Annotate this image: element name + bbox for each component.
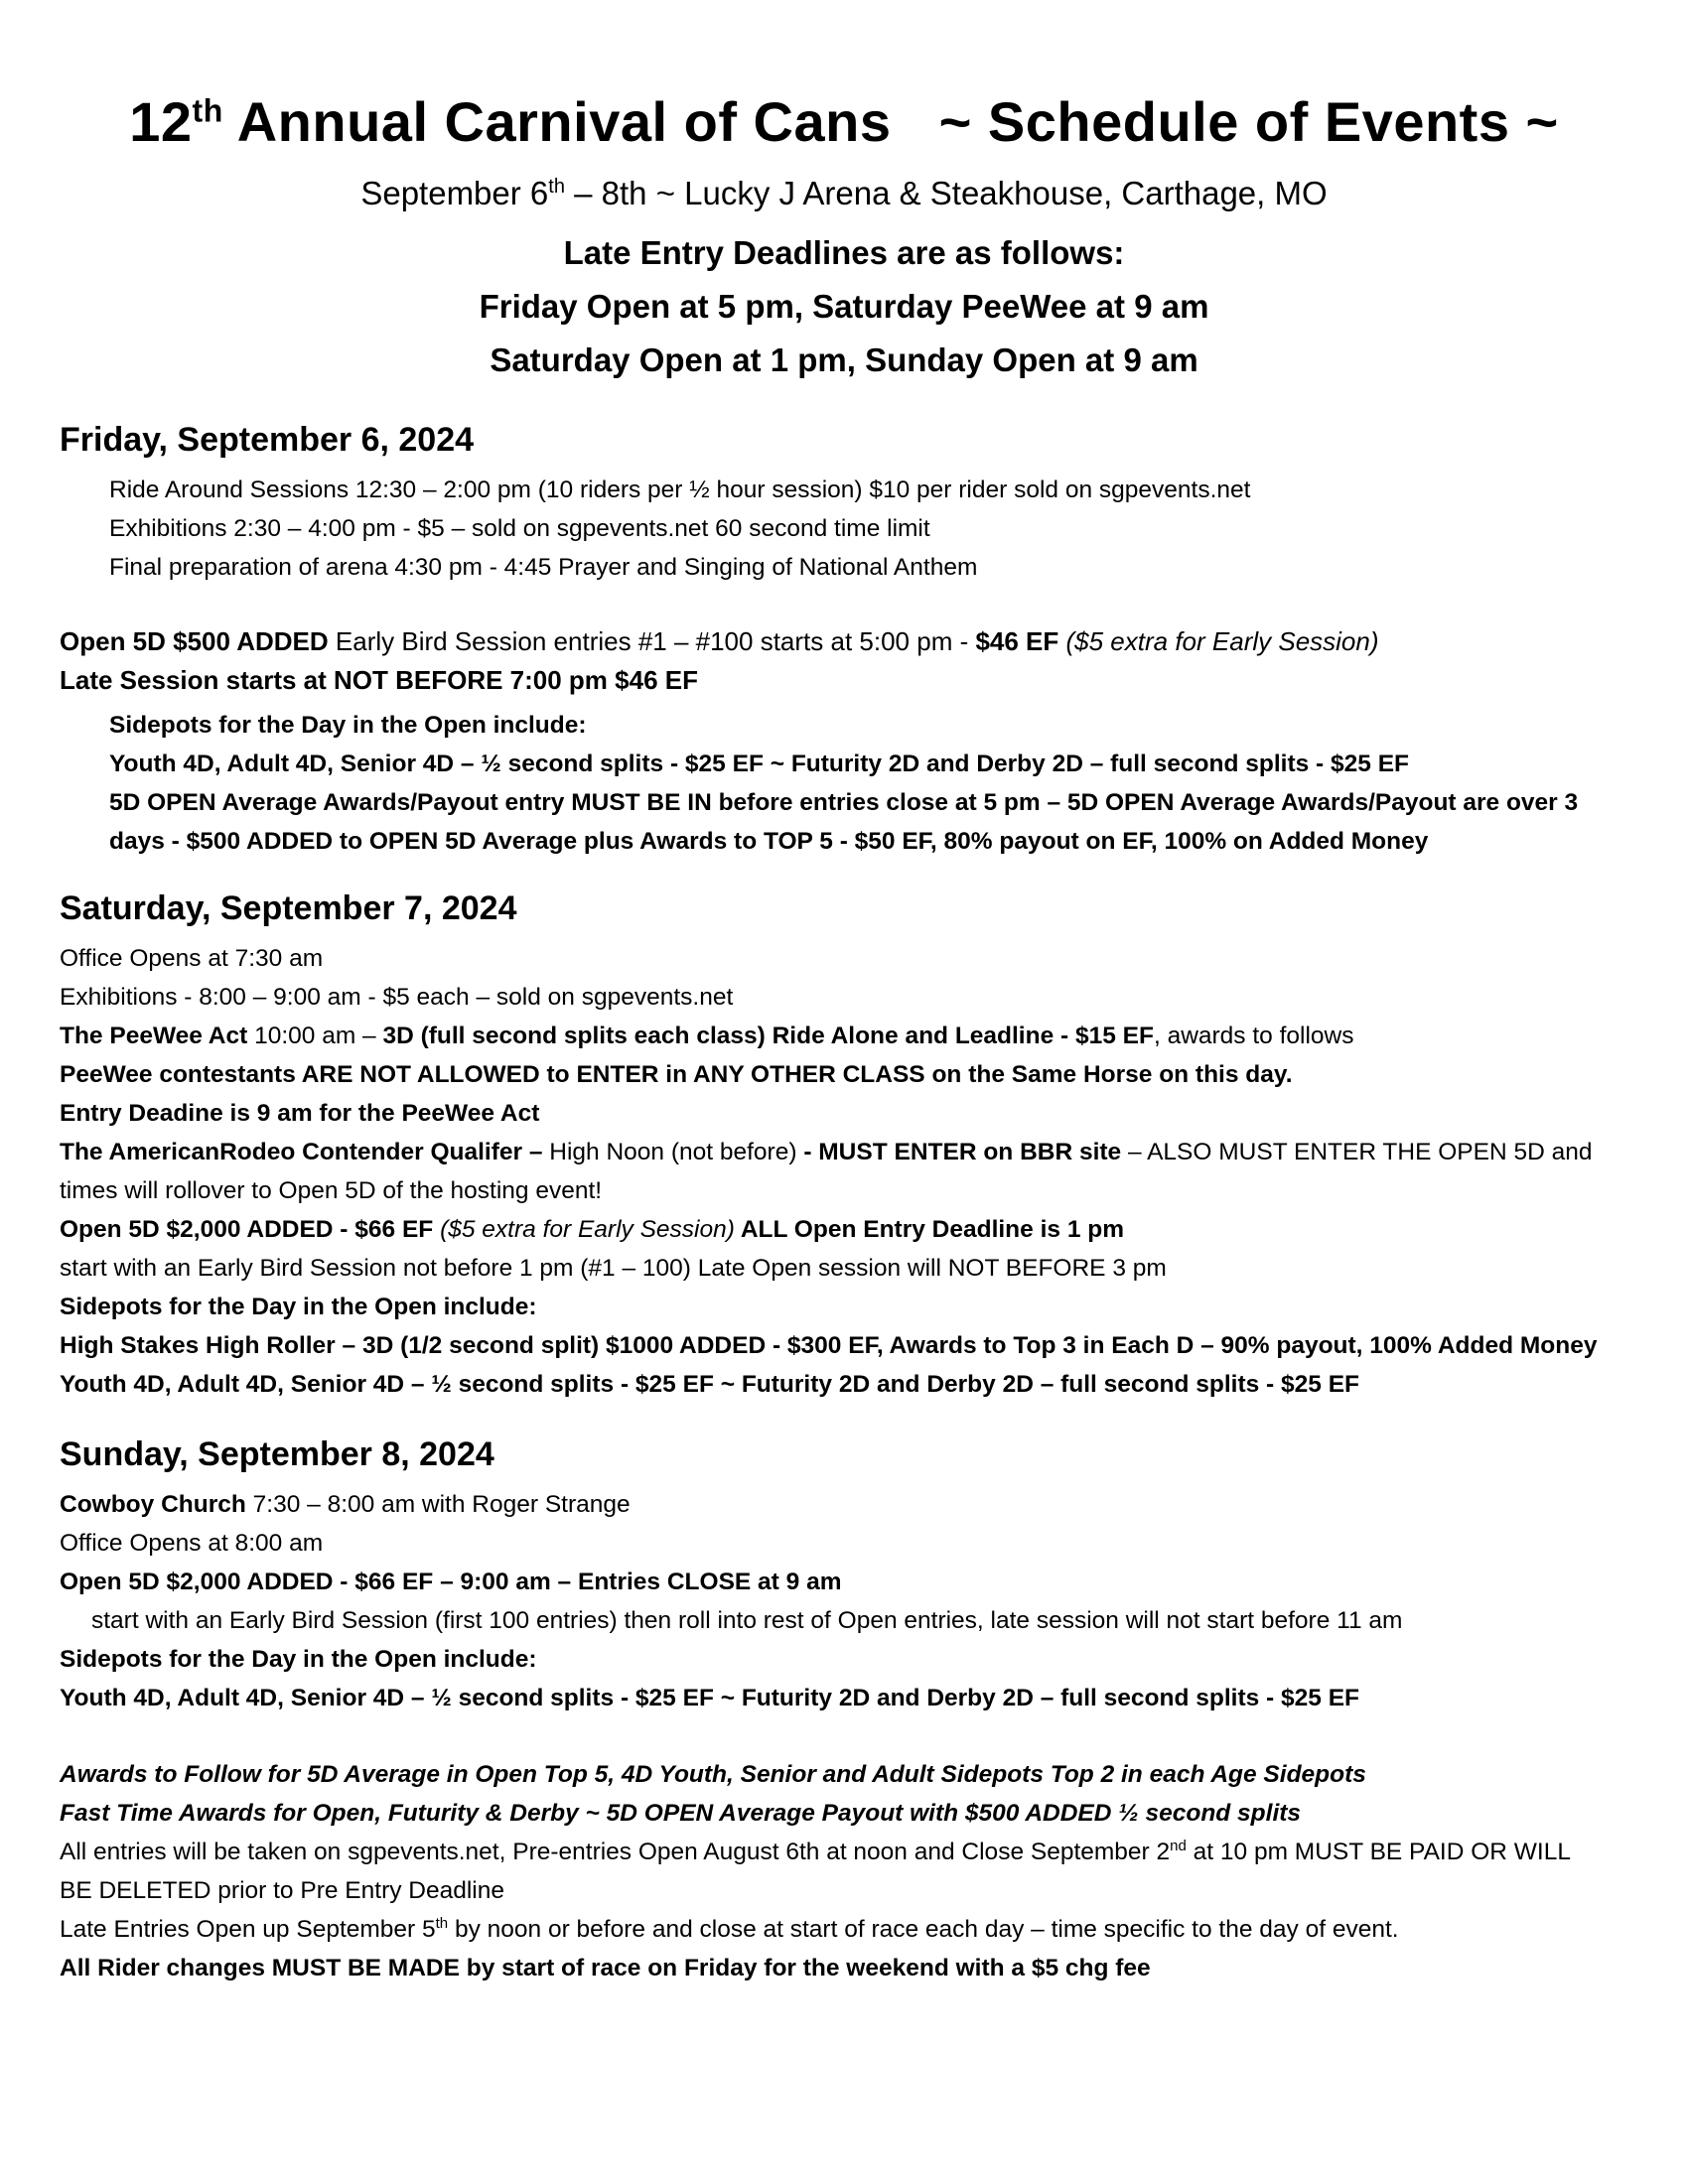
sunday-sidepots-title xyxy=(60,1640,1648,1679)
title-text: Annual Carnival of Cans ~ Schedule of Events ~ xyxy=(222,90,1559,153)
friday-ride-around: Ride Around Sessions 12:30 – 2:00 pm (10 riders per ½ hour session) $10 per rider sold on sgpevents.net xyxy=(109,477,1251,503)
sunday-open-text: Open 5D $2,000 ADDED - $66 EF – 9:00 am – Entries CLOSE at 9 am xyxy=(60,1569,842,1595)
footer-fast-time-text: Fast Time Awards for Open, Futurity & Derby ~ 5D OPEN Average Payout with $500 ADDED ½ second splits xyxy=(60,1800,1302,1827)
saturday-rodeo-qualifier xyxy=(60,1133,1648,1171)
friday-sidepots-label: Sidepots for the Day in the Open include: xyxy=(109,712,587,739)
sunday-sidepots-youth xyxy=(60,1679,1648,1717)
saturday-sidepots-youth-text: Youth 4D, Adult 4D, Senior 4D – ½ second splits - $25 EF ~ Futurity 2D and Derby 2D – full second splits - $25 EF xyxy=(60,1371,1360,1398)
saturday-rodeo-rollover: times will rollover to Open 5D of the hosting event! xyxy=(60,1177,603,1204)
saturday-open-title: Open 5D $2,000 ADDED - $66 EF xyxy=(60,1216,434,1243)
title-ordinal: th xyxy=(192,92,223,129)
friday-average-1 xyxy=(109,783,1648,822)
sunday-open-sessions: start with an Early Bird Session (first 100 entries) then roll into rest of Open entries, late session will not start before 11 am xyxy=(91,1607,1403,1634)
footer-fast-time xyxy=(60,1794,1648,1833)
cowboy-church-time: 7:30 – 8:00 am with Roger Strange xyxy=(245,1491,631,1518)
friday-average-2-text: days - $500 ADDED to OPEN 5D Average plus Awards to TOP 5 - $50 EF, 80% payout on EF, 100% on Added Money xyxy=(109,828,1429,855)
saturday-peewee-deadline xyxy=(60,1094,1648,1133)
footer-entries xyxy=(60,1833,1648,1871)
sunday-open-5d xyxy=(60,1563,1648,1601)
page-title xyxy=(0,89,1688,154)
saturday-heading: Saturday, September 7, 2024 xyxy=(60,889,517,927)
footer-entries-a: All entries will be taken on sgpevents.net, Pre-entries Open August 6th at noon and Close September 2 xyxy=(60,1839,1171,1865)
peewee-time: 10:00 am – xyxy=(247,1023,383,1049)
footer-awards xyxy=(60,1755,1648,1794)
friday-open-title: Open 5D $500 ADDED xyxy=(60,626,329,656)
friday-open-fee: $46 EF xyxy=(975,626,1059,656)
footer-late-b: by noon or before and close at start of race each day – time specific to the day of event. xyxy=(448,1916,1399,1943)
deadline-line-1: Friday Open at 5 pm, Saturday PeeWee at 9 am xyxy=(479,288,1209,325)
saturday-high-roller xyxy=(60,1326,1648,1365)
friday-average-2 xyxy=(109,822,1648,861)
friday-open-note: ($5 extra for Early Session) xyxy=(1058,626,1379,656)
sunday-office: Office Opens at 8:00 am xyxy=(60,1530,324,1557)
friday-heading: Friday, September 6, 2024 xyxy=(60,421,475,459)
event-subtitle xyxy=(0,175,1688,212)
friday-average-1-text: 5D OPEN Average Awards/Payout entry MUST BE IN before entries close at 5 pm – 5D OPEN Average Awards/Payout are over 3 xyxy=(109,789,1579,816)
saturday-sidepots-title xyxy=(60,1288,1648,1326)
peewee-awards: , awards to follows xyxy=(1153,1023,1354,1049)
footer-late-a: Late Entries Open up September 5 xyxy=(60,1916,436,1943)
friday-open-session: Early Bird Session entries #1 – #100 starts at 5:00 pm - xyxy=(328,626,976,656)
sunday-sidepots-label: Sidepots for the Day in the Open include: xyxy=(60,1646,537,1673)
saturday-open-sessions: start with an Early Bird Session not before 1 pm (#1 – 100) Late Open session will NOT BEFORE 3 pm xyxy=(60,1255,1167,1282)
footer-entries-b: at 10 pm MUST BE PAID OR WILL xyxy=(1186,1839,1571,1865)
saturday-exhibitions: Exhibitions - 8:00 – 9:00 am - $5 each – sold on sgpevents.net xyxy=(60,984,734,1011)
footer-awards-text: Awards to Follow for 5D Average in Open Top 5, 4D Youth, Senior and Adult Sidepots Top 2 in each Age Sidepots xyxy=(60,1761,1366,1788)
deadline-line-2: Saturday Open at 1 pm, Sunday Open at 9 am xyxy=(490,341,1198,378)
peewee-title: The PeeWee Act xyxy=(60,1023,248,1049)
peewee-rule-text: PeeWee contestants ARE NOT ALLOWED to ENTER in ANY OTHER CLASS on the Same Horse on this day. xyxy=(60,1061,1293,1088)
friday-late-text: Late Session starts at NOT BEFORE 7:00 pm $46 EF xyxy=(60,665,698,695)
rodeo-title: The AmericanRodeo Contender Qualifer – xyxy=(60,1139,543,1165)
footer-rider-changes-text: All Rider changes MUST BE MADE by start of race on Friday for the weekend with a $5 chg fee xyxy=(60,1955,1151,1981)
saturday-sidepots-label: Sidepots for the Day in the Open include: xyxy=(60,1294,537,1320)
friday-exhibitions: Exhibitions 2:30 – 4:00 pm - $5 – sold on sgpevents.net 60 second time limit xyxy=(109,515,930,542)
peewee-details: 3D (full second splits each class) Ride Alone and Leadline - $15 EF xyxy=(382,1023,1154,1049)
friday-arena-prep: Final preparation of arena 4:30 pm - 4:45 Prayer and Singing of National Anthem xyxy=(109,554,978,581)
footer-deleted: BE DELETED prior to Pre Entry Deadline xyxy=(60,1877,504,1904)
saturday-open-5d xyxy=(60,1210,1648,1249)
sunday-heading: Sunday, September 8, 2024 xyxy=(60,1435,494,1473)
friday-late-session xyxy=(60,661,1648,700)
rodeo-entry: - MUST ENTER on BBR site xyxy=(803,1139,1122,1165)
subtitle-date: September 6 xyxy=(360,175,549,211)
saturday-sidepots-youth xyxy=(60,1365,1648,1404)
sunday-cowboy-church xyxy=(60,1485,1648,1524)
saturday-peewee xyxy=(60,1017,1648,1055)
rodeo-time: High Noon (not before) xyxy=(542,1139,804,1165)
peewee-deadline-text: Entry Deadine is 9 am for the PeeWee Act xyxy=(60,1100,540,1127)
footer-entries-ordinal: nd xyxy=(1170,1837,1187,1854)
subtitle-location: – 8th ~ Lucky J Arena & Steakhouse, Carthage, MO xyxy=(564,175,1328,211)
friday-sidepots-title xyxy=(109,706,1648,745)
title-number: 12 xyxy=(129,90,193,153)
friday-open-5d xyxy=(60,622,1648,661)
deadline-heading: Late Entry Deadlines are as follows: xyxy=(563,234,1125,271)
sunday-sidepots-youth-text: Youth 4D, Adult 4D, Senior 4D – ½ second splits - $25 EF ~ Futurity 2D and Derby 2D – full second splits - $25 EF xyxy=(60,1685,1360,1711)
rodeo-note: – ALSO MUST ENTER THE OPEN 5D and xyxy=(1121,1139,1593,1165)
friday-sidepots-youth-text: Youth 4D, Adult 4D, Senior 4D – ½ second splits - $25 EF ~ Futurity 2D and Derby 2D – full second splits - $25 EF xyxy=(109,751,1410,777)
friday-sidepots-youth xyxy=(109,745,1648,783)
high-roller-text: High Stakes High Roller – 3D (1/2 second split) $1000 ADDED - $300 EF, Awards to Top 3 in Each D – 90% payout, 100% Added Money xyxy=(60,1332,1598,1359)
saturday-open-deadline: ALL Open Entry Deadline is 1 pm xyxy=(734,1216,1125,1243)
saturday-office: Office Opens at 7:30 am xyxy=(60,945,324,972)
subtitle-ordinal: th xyxy=(548,176,565,198)
saturday-peewee-rule xyxy=(60,1055,1648,1094)
footer-late-ordinal: th xyxy=(435,1914,449,1932)
saturday-open-note: ($5 extra for Early Session) xyxy=(433,1216,735,1243)
footer-rider-changes xyxy=(60,1949,1648,1987)
footer-late-entries xyxy=(60,1910,1648,1949)
cowboy-church-title: Cowboy Church xyxy=(60,1491,246,1518)
